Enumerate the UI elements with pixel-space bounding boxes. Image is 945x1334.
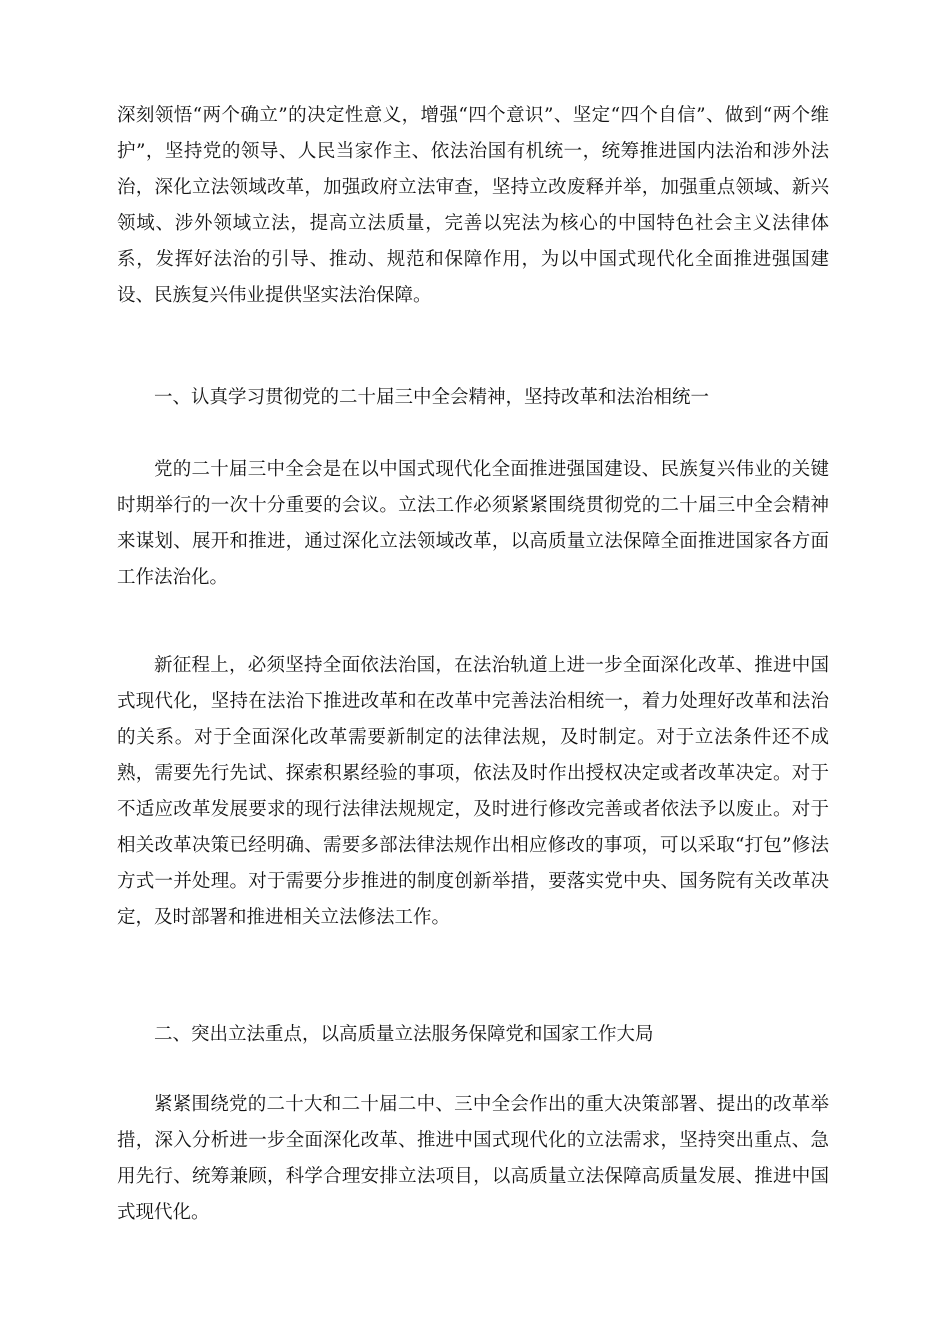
- section-one-paragraph-1: 党的二十届三中全会是在以中国式现代化全面推进强国建设、民族复兴伟业的关键时期举行的一次十分重要的会议。立法工作必须紧紧围绕贯彻党的二十届三中全会精神来谋划、展开和推进，通过深化立法领域改革，以高质量立法保障全面推进国家各方面工作法治化。: [117, 459, 829, 588]
- section-two-paragraph-1: 紧紧围绕党的二十大和二十届二中、三中全会作出的重大决策部署、提出的改革举措，深入分析进一步全面深化改革、推进中国式现代化的立法需求，坚持突出重点、急用先行、统筹兼顾，科学合理安排立法项目，以高质量立法保障高质量发展、推进中国式现代化。: [117, 1094, 829, 1223]
- section-two-heading: 二、突出立法重点，以高质量立法服务保障党和国家工作大局: [154, 1024, 654, 1045]
- intro-paragraph: 深刻领悟“两个确立”的决定性意义，增强“四个意识”、坚定“四个自信”、做到“两个维护”，坚持党的领导、人民当家作主、依法治国有机统一，统筹推进国内法治和涉外法治，深化立法领域改革，加强政府立法审查，坚持立改废释并举，加强重点领域、新兴领域、涉外领域立法，提高立法质量，完善以宪法为核心的中国特色社会主义法律体系，发挥好法治的引导、推动、规范和保障作用，为以中国式现代化全面推进强国建设、民族复兴伟业提供坚实法治保障。: [117, 105, 829, 306]
- section-one-heading: 一、认真学习贯彻党的二十届三中全会精神，坚持改革和法治相统一: [154, 387, 710, 408]
- section-one-paragraph-2: 新征程上，必须坚持全面依法治国，在法治轨道上进一步全面深化改革、推进中国式现代化，坚持在法治下推进改革和在改革中完善法治相统一，着力处理好改革和法治的关系。对于全面深化改革需要新制定的法律法规，及时制定。对于立法条件还不成熟，需要先行先试、探索积累经验的事项，依法及时作出授权决定或者改革决定。对于不适应改革发展要求的现行法律法规规定，及时进行修改完善或者依法予以废止。对于相关改革决策已经明确、需要多部法律法规作出相应修改的事项，可以采取“打包”修法方式一并处理。对于需要分步推进的制度创新举措，要落实党中央、国务院有关改革决定，及时部署和推进相关立法修法工作。: [117, 655, 829, 928]
